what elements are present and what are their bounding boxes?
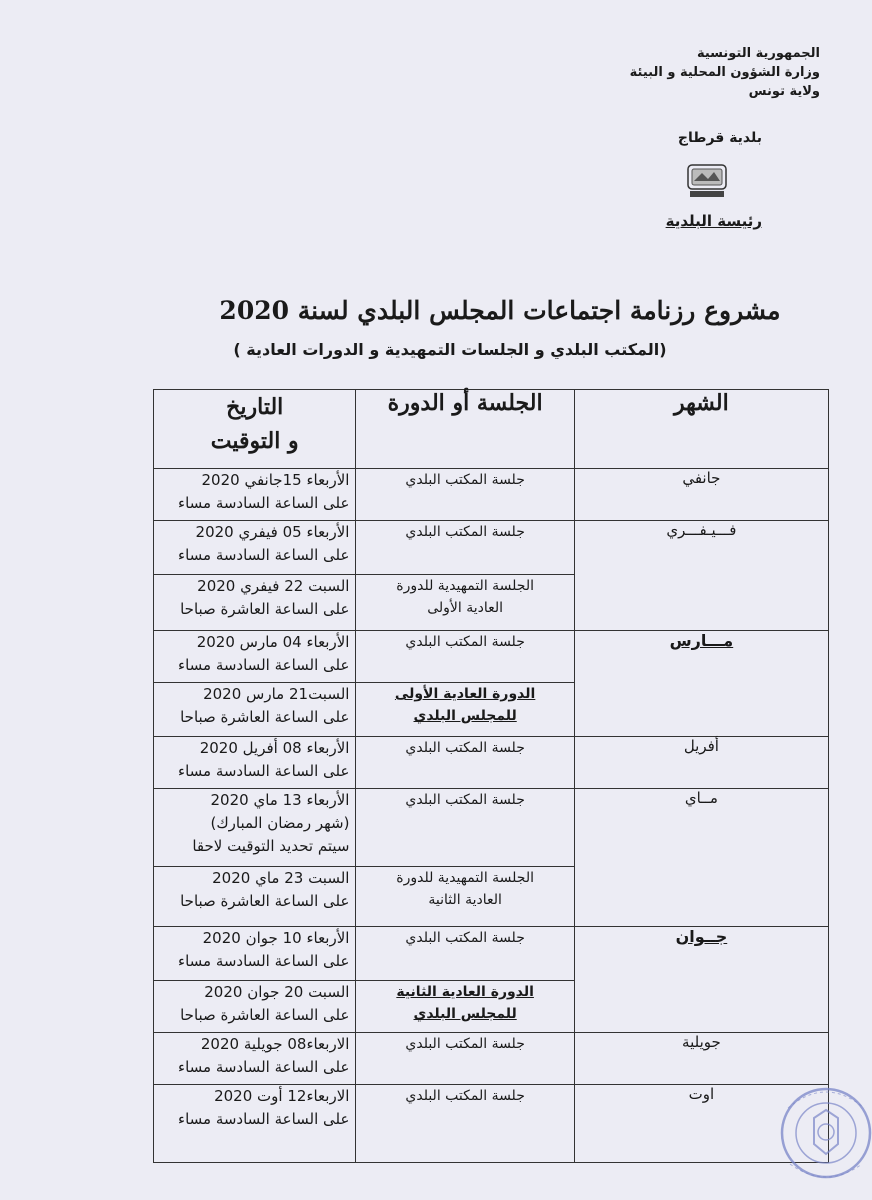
session-cell	[356, 521, 574, 575]
session-line: جلسة المكتب البلدي	[405, 930, 525, 946]
month-cell: مــاي	[574, 789, 828, 927]
mayor-title: رئيسة البلدية	[665, 212, 762, 230]
date-line: الأربعاء 10 جوان 2020	[202, 929, 350, 947]
column-header-date	[154, 390, 356, 469]
date-cell	[154, 683, 356, 737]
month-cell: مـــارس	[574, 631, 828, 737]
table-row	[154, 469, 829, 521]
date-cell	[154, 927, 356, 981]
date-line: على الساعة العاشرة صباحا	[180, 892, 350, 910]
session-line: العادية الأولى	[427, 600, 504, 616]
date-cell	[154, 737, 356, 789]
month-cell: جانفي	[574, 469, 828, 521]
column-header-date-line2: و التوقيت	[210, 428, 299, 454]
date-line: سيتم تحديد التوقيت لاحقا	[192, 837, 350, 855]
session-cell	[356, 575, 574, 631]
letterhead-line-ministry: وزارة الشؤون المحلية و البيئة	[629, 65, 820, 80]
session-cell	[356, 631, 574, 683]
session-cell	[356, 469, 574, 521]
column-header-date-line1: التاريخ	[226, 394, 284, 420]
column-header-session: الجلسة أو الدورة	[356, 390, 574, 469]
date-line: (شهر رمضان المبارك)	[210, 814, 350, 832]
session-line: جلسة المكتب البلدي	[405, 1088, 525, 1104]
table-row	[154, 631, 829, 683]
date-cell	[154, 575, 356, 631]
table-row	[154, 789, 829, 867]
table-row	[154, 521, 829, 575]
session-cell	[356, 927, 574, 981]
session-line: الجلسة التمهيدية للدورة	[396, 578, 534, 594]
session-line: جلسة المكتب البلدي	[405, 634, 525, 650]
page-subtitle: (المكتب البلدي و الجلسات التمهيدية و الدورات العادية )	[233, 340, 667, 359]
letterhead-line-governorate: ولاية تونس	[748, 84, 820, 99]
date-line: السبت21 مارس 2020	[203, 685, 350, 703]
date-line: الاربعاء08 جويلية 2020	[200, 1035, 350, 1053]
date-line: على الساعة السادسة مساء	[178, 494, 350, 512]
month-cell: اوت	[574, 1085, 828, 1163]
date-line: على الساعة العاشرة صباحا	[180, 708, 350, 726]
session-line: للمجلس البلدي	[413, 708, 517, 724]
date-line: على الساعة السادسة مساء	[178, 1058, 350, 1076]
date-cell	[154, 521, 356, 575]
session-cell	[356, 1085, 574, 1163]
date-cell	[154, 469, 356, 521]
municipality-seal-icon	[680, 163, 734, 201]
letterhead	[600, 44, 820, 101]
month-cell: جويلية	[574, 1033, 828, 1085]
date-cell	[154, 631, 356, 683]
session-line: للمجلس البلدي	[413, 1006, 517, 1022]
date-cell	[154, 1033, 356, 1085]
official-stamp-icon	[768, 1078, 872, 1188]
letterhead-line-republic: الجمهورية التونسية	[696, 46, 820, 61]
session-cell	[356, 683, 574, 737]
column-header-month: الشهر	[574, 390, 828, 469]
session-cell	[356, 737, 574, 789]
date-line: الأربعاء 04 مارس 2020	[196, 633, 350, 651]
session-line: الدورة العادية الأولى	[394, 686, 536, 702]
date-cell	[154, 1085, 356, 1163]
date-line: الأربعاء 13 ماي 2020	[210, 791, 350, 809]
page-title: مشروع رزنامة اجتماعات المجلس البلدي لسنة 2020	[219, 296, 781, 325]
table-row	[154, 737, 829, 789]
session-cell	[356, 1033, 574, 1085]
session-cell	[356, 981, 574, 1033]
table-header-row	[154, 390, 829, 469]
session-cell	[356, 789, 574, 867]
session-line: الجلسة التمهيدية للدورة	[396, 870, 534, 886]
date-line: الأربعاء 08 أفريل 2020	[199, 739, 350, 757]
month-cell: فـــيـفـــري	[574, 521, 828, 631]
date-line: على الساعة السادسة مساء	[178, 1110, 350, 1128]
date-cell	[154, 981, 356, 1033]
month-cell: أفريل	[574, 737, 828, 789]
table-body	[154, 469, 829, 1163]
date-line: على الساعة السادسة مساء	[178, 546, 350, 564]
date-line: الاربعاء12 أوت 2020	[214, 1087, 350, 1105]
session-cell	[356, 867, 574, 927]
session-line: جلسة المكتب البلدي	[405, 472, 525, 488]
meetings-calendar-table	[153, 389, 829, 1163]
date-line: السبت 22 فيفري 2020	[197, 577, 350, 595]
table-row	[154, 927, 829, 981]
date-line: على الساعة السادسة مساء	[178, 952, 350, 970]
date-line: على الساعة العاشرة صباحا	[180, 600, 350, 618]
session-line: جلسة المكتب البلدي	[405, 740, 525, 756]
date-line: على الساعة السادسة مساء	[178, 656, 350, 674]
date-cell	[154, 789, 356, 867]
municipality-name: بلدية قرطاج	[677, 130, 762, 146]
date-line: على الساعة العاشرة صباحا	[180, 1006, 350, 1024]
session-line: جلسة المكتب البلدي	[405, 524, 525, 540]
table-row	[154, 1085, 829, 1163]
date-line: الأربعاء 15جانفي 2020	[201, 471, 350, 489]
session-line: الدورة العادية الثانية	[396, 984, 534, 1000]
session-line: جلسة المكتب البلدي	[405, 1036, 525, 1052]
date-line: الأربعاء 05 فيفري 2020	[195, 523, 350, 541]
date-line: السبت 23 ماي 2020	[212, 869, 350, 887]
date-cell	[154, 867, 356, 927]
month-cell: جــوان	[574, 927, 828, 1033]
date-line: السبت 20 جوان 2020	[204, 983, 350, 1001]
date-line: على الساعة السادسة مساء	[178, 762, 350, 780]
session-line: العادية الثانية	[428, 892, 502, 908]
session-line: جلسة المكتب البلدي	[405, 792, 525, 808]
table-row	[154, 1033, 829, 1085]
